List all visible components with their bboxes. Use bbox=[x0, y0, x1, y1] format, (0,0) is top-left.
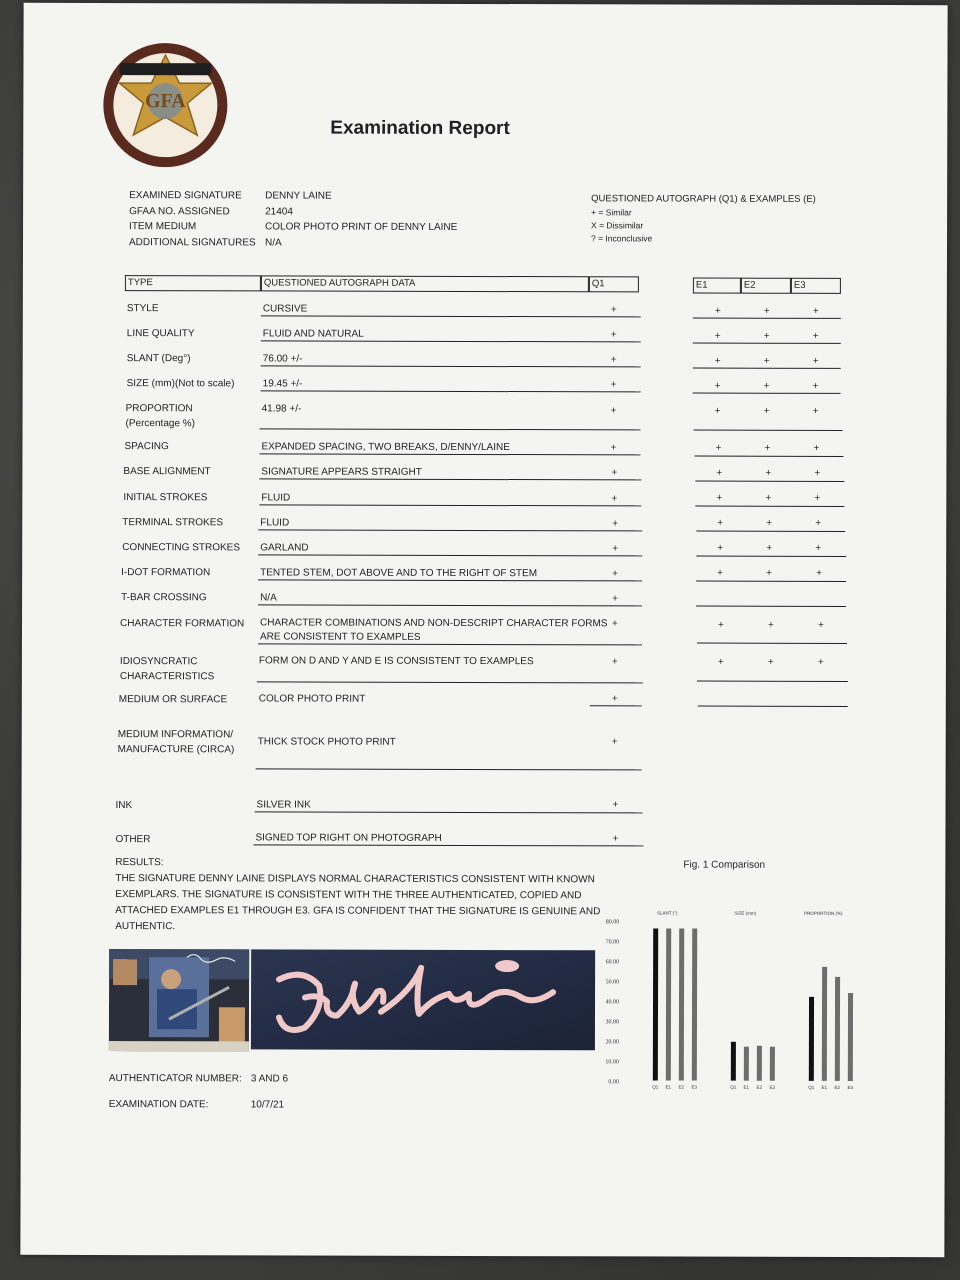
item-medium-label: ITEM MEDIUM bbox=[129, 221, 197, 233]
e2-mark: + bbox=[763, 305, 770, 317]
header-e3: E3 bbox=[791, 278, 841, 294]
q1-mark: + bbox=[612, 568, 619, 580]
row-data: 19.45 +/- bbox=[262, 378, 303, 390]
y-tick-label: 10.00 bbox=[605, 1059, 619, 1066]
e2-mark: + bbox=[765, 492, 772, 504]
y-tick-label: 20.00 bbox=[605, 1039, 619, 1046]
x-tick-label: E1 bbox=[743, 1084, 750, 1090]
results-line-2: EXEMPLARS. THE SIGNATURE IS CONSISTENT WITH THE THREE AUTHENTICATED, COPIED AND bbox=[115, 889, 582, 902]
e3-mark: + bbox=[814, 492, 821, 504]
legend-inconclusive: ? = Inconclusive bbox=[591, 233, 653, 244]
legend-similar: + = Similar bbox=[591, 207, 632, 218]
row-data: GARLAND bbox=[260, 542, 309, 554]
y-tick-label: 0.00 bbox=[608, 1079, 619, 1086]
gfa-seal-logo bbox=[101, 41, 229, 169]
q1-mark: + bbox=[611, 736, 618, 748]
e1-mark: + bbox=[717, 517, 724, 529]
legend-heading: QUESTIONED AUTOGRAPH (Q1) & EXAMPLES (E) bbox=[591, 193, 816, 205]
examined-signature-label: EXAMINED SIGNATURE bbox=[129, 190, 242, 202]
q1-mark: + bbox=[611, 656, 618, 668]
row-type: PROPORTION bbox=[125, 403, 193, 415]
row-type: OTHER bbox=[115, 834, 151, 846]
q1-mark: + bbox=[612, 518, 619, 530]
row-data: FORM ON D AND Y AND E IS CONSISTENT TO EXAMPLES bbox=[258, 655, 534, 668]
q1-mark: + bbox=[612, 593, 618, 605]
x-tick-label: Q1 bbox=[730, 1084, 737, 1090]
row-data: FLUID bbox=[260, 517, 290, 529]
e2-mark: + bbox=[767, 656, 774, 668]
additional-signatures-label: ADDITIONAL SIGNATURES bbox=[128, 237, 256, 249]
page-title: Examination Report bbox=[330, 117, 510, 140]
q1-mark: + bbox=[610, 329, 617, 341]
e2-mark: + bbox=[766, 567, 773, 579]
bar-e3 bbox=[770, 1047, 775, 1081]
e3-mark: + bbox=[815, 542, 822, 554]
x-tick-label: E2 bbox=[678, 1084, 685, 1090]
gfaa-label: GFAA NO. ASSIGNED bbox=[129, 206, 230, 218]
authenticator-number-label: AUTHENTICATOR NUMBER: bbox=[108, 1073, 242, 1085]
row-data: CURSIVE bbox=[262, 303, 308, 315]
results-line-4: AUTHENTIC. bbox=[115, 921, 176, 933]
x-tick-label: Q1 bbox=[808, 1084, 815, 1090]
row-data: TENTED STEM, DOT ABOVE AND TO THE RIGHT OF STEM bbox=[260, 567, 538, 580]
item-medium-value: COLOR PHOTO PRINT OF DENNY LAINE bbox=[265, 221, 458, 233]
group-label: SIZE (mm) bbox=[734, 910, 757, 916]
examined-signature-value: DENNY LAINE bbox=[265, 190, 332, 202]
row-data: SILVER INK bbox=[256, 799, 311, 811]
q1-mark: + bbox=[612, 799, 619, 811]
examination-date-label: EXAMINATION DATE: bbox=[108, 1099, 209, 1111]
row-data: N/A bbox=[260, 592, 277, 604]
signature-closeup-photo bbox=[251, 949, 595, 1050]
examination-date-value: 10/7/21 bbox=[250, 1099, 285, 1111]
bar-e1 bbox=[822, 967, 827, 1081]
header-q1: Q1 bbox=[589, 276, 639, 292]
e3-mark: + bbox=[817, 619, 824, 631]
row-data: FLUID bbox=[261, 492, 291, 504]
bar-e3 bbox=[848, 993, 853, 1081]
e1-mark: + bbox=[715, 442, 722, 454]
row-type: INITIAL STROKES bbox=[123, 492, 208, 504]
x-tick-label: Q1 bbox=[652, 1084, 659, 1090]
x-tick-label: E2 bbox=[756, 1084, 763, 1090]
e3-mark: + bbox=[812, 330, 819, 342]
bar-q1 bbox=[809, 997, 814, 1081]
y-tick-label: 70.00 bbox=[605, 939, 620, 946]
header-data: QUESTIONED AUTOGRAPH DATA bbox=[261, 275, 589, 292]
e2-mark: + bbox=[763, 355, 770, 367]
e1-mark: + bbox=[714, 330, 721, 342]
row-type: TERMINAL STROKES bbox=[122, 517, 224, 529]
y-tick-label: 30.00 bbox=[605, 1019, 619, 1026]
header-type: TYPE bbox=[125, 275, 261, 291]
group-label: PROPORTION (%) bbox=[804, 910, 843, 916]
row-type-line2: MANUFACTURE (CIRCA) bbox=[117, 744, 235, 756]
bar-e2 bbox=[679, 929, 684, 1081]
gfaa-value: 21404 bbox=[265, 206, 293, 218]
header-e2: E2 bbox=[741, 278, 791, 294]
x-tick-label: E3 bbox=[769, 1084, 776, 1090]
e1-mark: + bbox=[717, 656, 724, 668]
e1-mark: + bbox=[714, 355, 721, 367]
x-tick-label: E2 bbox=[834, 1084, 841, 1090]
results-line-1: THE SIGNATURE DENNY LAINE DISPLAYS NORMAL CHARACTERISTICS CONSISTENT WITH KNOWN bbox=[115, 873, 595, 886]
bar-e2 bbox=[757, 1046, 762, 1081]
row-data: COLOR PHOTO PRINT bbox=[258, 693, 366, 705]
row-type: CONNECTING STROKES bbox=[122, 542, 241, 554]
example-photograph bbox=[109, 949, 249, 1051]
y-tick-label: 40.00 bbox=[605, 999, 620, 1006]
x-tick-label: E3 bbox=[847, 1084, 854, 1090]
x-tick-label: E1 bbox=[821, 1084, 828, 1090]
e1-mark: + bbox=[714, 380, 721, 392]
q1-mark: + bbox=[612, 833, 619, 845]
q1-mark: + bbox=[611, 467, 618, 479]
row-data-line2: ARE CONSISTENT TO EXAMPLES bbox=[259, 631, 421, 643]
results-heading: RESULTS: bbox=[115, 857, 164, 869]
q1-mark: + bbox=[611, 693, 618, 705]
q1-mark: + bbox=[610, 442, 617, 454]
e2-mark: + bbox=[763, 330, 770, 342]
y-tick-label: 80.00 bbox=[605, 919, 620, 926]
e1-mark: + bbox=[717, 567, 724, 579]
e2-mark: + bbox=[767, 619, 774, 631]
e3-mark: + bbox=[812, 380, 819, 392]
row-data: FLUID AND NATURAL bbox=[262, 328, 364, 340]
row-type: LINE QUALITY bbox=[126, 328, 195, 340]
bar-e1 bbox=[666, 928, 671, 1080]
y-tick-label: 50.00 bbox=[605, 979, 620, 986]
e3-mark: + bbox=[815, 517, 822, 529]
row-type: MEDIUM INFORMATION/ bbox=[117, 729, 234, 741]
results-line-3: ATTACHED EXAMPLES E1 THROUGH E3. GFA IS CONFIDENT THAT THE SIGNATURE IS GENUINE AND bbox=[115, 905, 601, 918]
chart-title: Fig. 1 Comparison bbox=[683, 859, 766, 871]
e3-mark: + bbox=[812, 355, 819, 367]
q1-mark: + bbox=[611, 493, 618, 505]
e2-mark: + bbox=[765, 467, 772, 479]
q1-mark: + bbox=[610, 304, 617, 316]
logo-text: GFA bbox=[144, 90, 186, 113]
e3-mark: + bbox=[816, 567, 823, 579]
e3-mark: + bbox=[812, 305, 819, 317]
row-type-line2: CHARACTERISTICS bbox=[119, 671, 215, 683]
row-type: SLANT (Deg°) bbox=[126, 353, 191, 365]
e1-mark: + bbox=[716, 492, 723, 504]
e2-mark: + bbox=[763, 380, 770, 392]
q1-mark: + bbox=[610, 405, 617, 417]
e1-mark: + bbox=[717, 619, 724, 631]
additional-signatures-value: N/A bbox=[264, 237, 282, 249]
row-data: 76.00 +/- bbox=[262, 353, 303, 365]
row-data: SIGNED TOP RIGHT ON PHOTOGRAPH bbox=[255, 832, 442, 844]
row-type: CHARACTER FORMATION bbox=[120, 618, 245, 630]
e2-mark: + bbox=[764, 442, 771, 454]
q1-mark: + bbox=[612, 618, 618, 630]
bar-q1 bbox=[731, 1042, 736, 1081]
e2-mark: + bbox=[766, 542, 773, 554]
q1-mark: + bbox=[610, 354, 617, 366]
e2-mark: + bbox=[766, 517, 773, 529]
row-type: IDIOSYNCRATIC bbox=[119, 656, 198, 668]
e1-mark: + bbox=[714, 405, 721, 417]
bar-q1 bbox=[653, 928, 658, 1080]
group-label: SLANT (°) bbox=[657, 910, 678, 916]
x-tick-label: E1 bbox=[665, 1084, 672, 1090]
e2-mark: + bbox=[763, 405, 770, 417]
e3-mark: + bbox=[814, 467, 821, 479]
q1-mark: + bbox=[612, 543, 619, 555]
row-type: I-DOT FORMATION bbox=[121, 567, 211, 579]
legend-dissimilar: X = Dissimilar bbox=[591, 220, 644, 231]
x-tick-label: E3 bbox=[691, 1084, 698, 1090]
row-type: SIZE (mm)(Not to scale) bbox=[126, 378, 235, 390]
examination-report-sheet bbox=[20, 3, 947, 1257]
row-type: MEDIUM OR SURFACE bbox=[118, 694, 228, 706]
row-data: SIGNATURE APPEARS STRAIGHT bbox=[261, 466, 422, 478]
e1-mark: + bbox=[714, 305, 721, 317]
bar-e2 bbox=[835, 977, 840, 1081]
header-e1: E1 bbox=[693, 278, 741, 294]
row-type-line2: (Percentage %) bbox=[125, 418, 196, 430]
row-data: THICK STOCK PHOTO PRINT bbox=[257, 736, 396, 748]
comparison-bar-chart bbox=[595, 874, 854, 1105]
row-type: T-BAR CROSSING bbox=[121, 592, 207, 604]
e3-mark: + bbox=[813, 442, 820, 454]
q1-mark: + bbox=[610, 379, 617, 391]
e1-mark: + bbox=[717, 542, 724, 554]
row-data: CHARACTER COMBINATIONS AND NON-DESCRIPT CHARACTER FORMS bbox=[260, 617, 608, 630]
e3-mark: + bbox=[812, 405, 819, 417]
e1-mark: + bbox=[716, 467, 723, 479]
y-tick-label: 60.00 bbox=[605, 959, 620, 966]
authenticator-number-value: 3 AND 6 bbox=[250, 1073, 289, 1085]
e3-mark: + bbox=[817, 656, 824, 668]
bar-e1 bbox=[744, 1047, 749, 1081]
row-type: STYLE bbox=[126, 303, 159, 315]
row-data: 41.98 +/- bbox=[261, 403, 302, 415]
row-type: INK bbox=[115, 800, 133, 812]
row-type: SPACING bbox=[124, 441, 169, 453]
row-data: EXPANDED SPACING, TWO BREAKS, D/ENNY/LAINE bbox=[261, 441, 510, 454]
bar-e3 bbox=[692, 929, 697, 1081]
row-type: BASE ALIGNMENT bbox=[123, 466, 211, 478]
